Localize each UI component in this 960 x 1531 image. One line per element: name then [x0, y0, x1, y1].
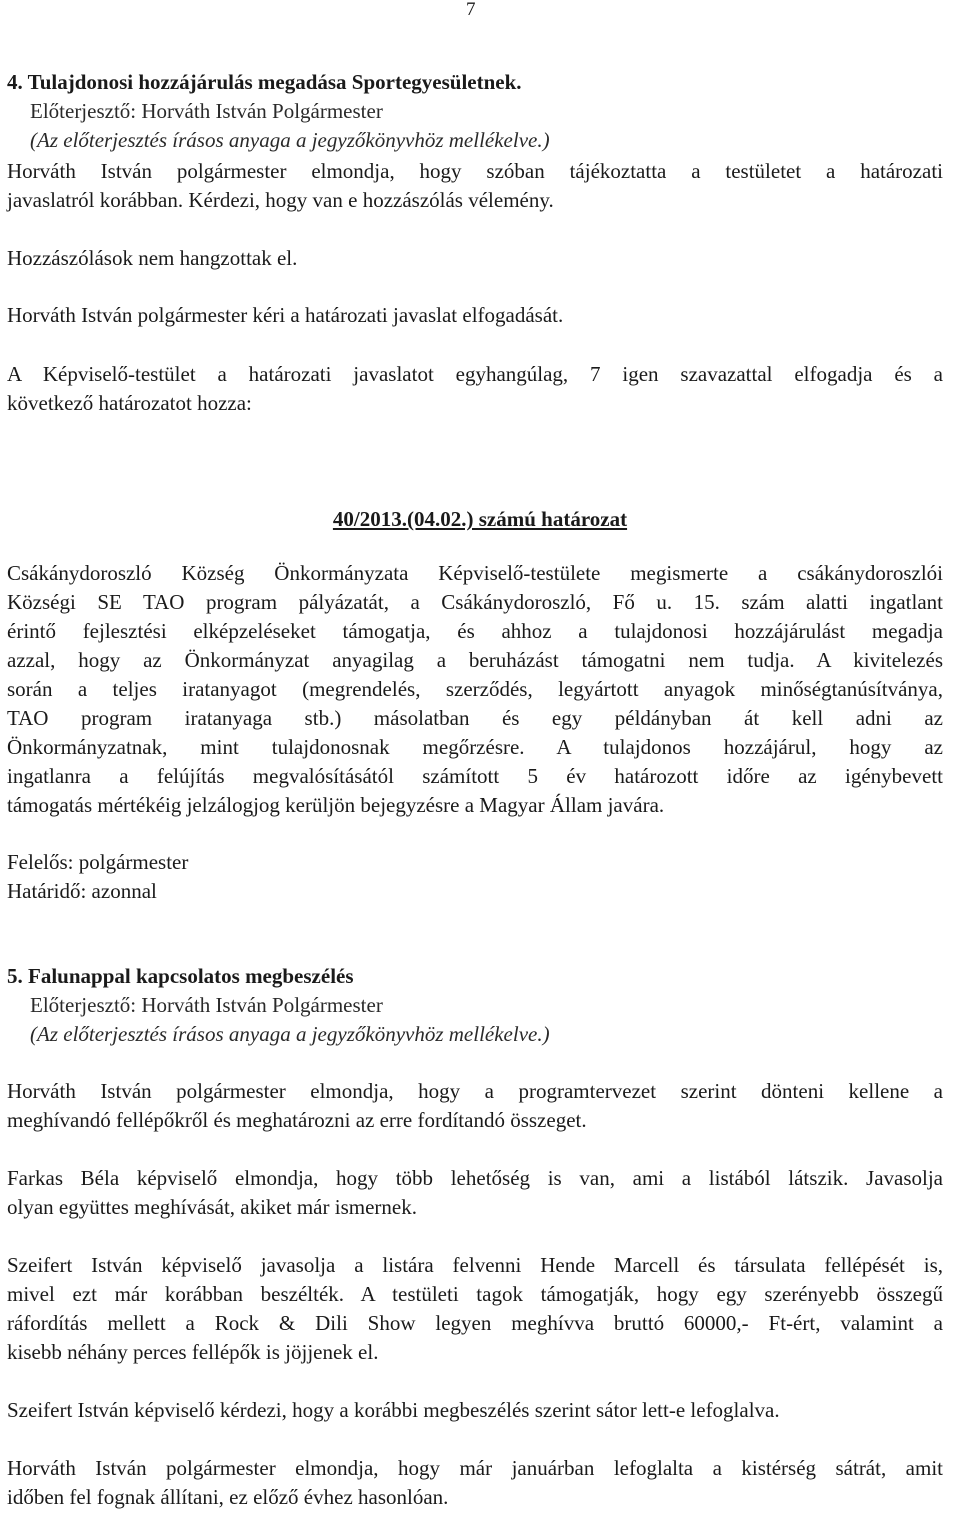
section-5-para2-line2: olyan együttes meghívását, akiket már ismernek. [7, 1195, 417, 1219]
section-4-heading: 4. Tulajdonosi hozzájárulás megadása Sportegyesületnek. [7, 70, 522, 94]
section-4-para2: Hozzászólások nem hangzottak el. [7, 246, 298, 270]
section-5-para1-line1: Horváth István polgármester elmondja, hogy a programtervezet szerint dönteni kellene a [7, 1079, 943, 1103]
section-4-para4-line2: következő határozatot hozza: [7, 391, 252, 415]
section-5-para3-line3: ráfordítás mellett a Rock & Dili Show legyen meghívva bruttó 60000,- Ft-ért, valamint a [7, 1311, 943, 1335]
section-5-para1-line2: meghívandó fellépőkről és meghatározni az erre fordítandó összeget. [7, 1108, 587, 1132]
section-4-para1-line1: Horváth István polgármester elmondja, hogy szóban tájékoztatta a testületet a határozati [7, 159, 943, 183]
resolution-line-1: Csákánydoroszló Község Önkormányzata Képviselő-testülete megismerte a csákánydoroszlói [7, 561, 943, 585]
section-4-para3: Horváth István polgármester kéri a határozati javaslat elfogadását. [7, 303, 564, 327]
section-5-para5-line1: Horváth István polgármester elmondja, hogy már januárban lefoglalta a kistérség sátrát, amit [7, 1456, 943, 1480]
resolution-line-6: TAO program iratanyaga stb.) másolatban és egy példányban át kell adni az [7, 706, 943, 730]
section-4-para1-line2: javaslatról korábban. Kérdezi, hogy van e hozzászólás vélemény. [7, 188, 554, 212]
page-number: 7 [466, 0, 476, 20]
section-5-attachment-note: (Az előterjesztés írásos anyaga a jegyzőkönyvhöz mellékelve.) [30, 1022, 550, 1046]
resolution-line-8: ingatlanra a felújítás megvalósításától számított 5 év határozott időre az igénybevett [7, 764, 943, 788]
section-5-para4: Szeifert István képviselő kérdezi, hogy a korábbi megbeszélés szerint sátor lett-e lefoglalva. [7, 1398, 780, 1422]
section-5-para3-line2: mivel ezt már korábban beszélték. A testületi tagok támogatják, hogy egy szerényebb összegű [7, 1282, 943, 1306]
resolution-line-9: támogatás mértékéig jelzálogjog kerüljön bejegyzésre a Magyar Állam javára. [7, 793, 665, 817]
resolution-line-5: során a teljes iratanyagot (megrendelés, szerződés, legyártott anyagok minőségtanúsítványa, [7, 677, 943, 701]
resolution-title: 40/2013.(04.02.) számú határozat [332, 507, 628, 531]
resolution-line-4: azzal, hogy az Önkormányzat anyagilag a beruházást támogatni nem tudja. A kivitelezés [7, 648, 943, 672]
section-5-para5-line2: időben fel fognak állítani, ez előző évhez hasonlóan. [7, 1485, 449, 1509]
section-4-presenter: Előterjesztő: Horváth István Polgármester [30, 99, 383, 123]
section-4-attachment-note: (Az előterjesztés írásos anyaga a jegyzőkönyvhöz mellékelve.) [30, 128, 550, 152]
resolution-line-7: Önkormányzatnak, mint tulajdonosnak megőrzésre. A tulajdonos hozzájárul, hogy az [7, 735, 943, 759]
section-5-presenter: Előterjesztő: Horváth István Polgármester [30, 993, 383, 1017]
responsible: Felelős: polgármester [7, 850, 189, 874]
section-5-heading: 5. Falunappal kapcsolatos megbeszélés [7, 964, 354, 988]
resolution-line-2: Községi SE TAO program pályázatát, a Csákánydoroszló, Fő u. 15. szám alatti ingatlant [7, 590, 943, 614]
section-5-para3-line4: kisebb néhány perces fellépők is jöjjenek el. [7, 1340, 379, 1364]
resolution-line-3: érintő fejlesztési elképzeléseket támogatja, és ahhoz a tulajdonosi hozzájárulást megadja [7, 619, 943, 643]
section-4-para4-line1: A Képviselő-testület a határozati javaslatot egyhangúlag, 7 igen szavazattal elfogadja és a [7, 362, 943, 386]
section-5-para3-line1: Szeifert István képviselő javasolja a listára felvenni Hende Marcell és társulata fellépését is, [7, 1253, 943, 1277]
deadline: Határidő: azonnal [7, 879, 157, 903]
section-5-para2-line1: Farkas Béla képviselő elmondja, hogy több lehetőség is van, ami a listából látszik. Javasolja [7, 1166, 943, 1190]
